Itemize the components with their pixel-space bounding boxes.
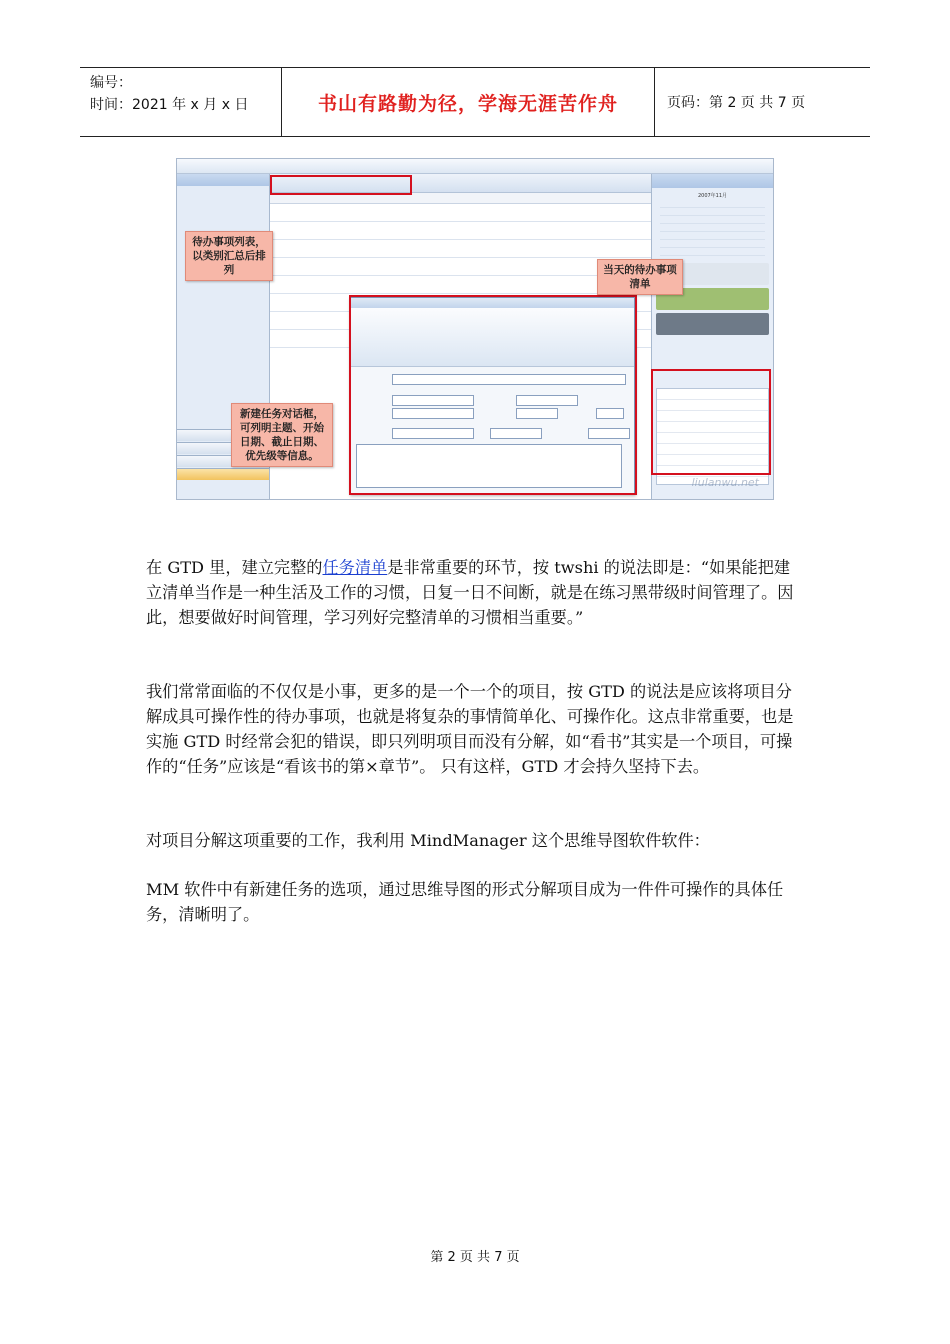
header-page-label: 页码：第 2 页 共 7 页	[667, 95, 806, 111]
figure-toolbar	[177, 159, 773, 174]
header-left-cell	[80, 68, 282, 136]
callout-today-list: 当天的待办事项清单	[597, 259, 683, 295]
paragraph-3: 对项目分解这项重要的工作，我利用 MindManager 这个思维导图软件软件：	[146, 831, 710, 850]
page-footer: 第 2 页 共 7 页	[430, 1250, 520, 1265]
header-time-label: 时间：2021 年 x 月 x 日	[90, 97, 249, 113]
page-header	[80, 67, 870, 137]
header-motto: 书山有路勤为径，学海无涯苦作舟	[282, 68, 655, 136]
callout-new-task: 新建任务对话框，可列明主题、开始日期、截止日期、优先级等信息。	[231, 403, 333, 467]
paragraph-4: MM 软件中有新建任务的选项，通过思维导图的形式分解项目成为一件件可操作的具体任务，清晰明了。	[146, 880, 784, 924]
highlight-today-todo	[651, 369, 771, 475]
header-id-label: 编号：	[90, 75, 132, 91]
paragraph-2: 我们常常面临的不仅仅是小事，更多的是一个一个的项目，按 GTD 的说法是应该将项目分解成具可操作性的待办事项，也就是将复杂的事情简单化、可操作化。这点非常重要，也是实施 GTD 时经常会犯的错误，即只列明项目而没有分解，如“看书”其实是一个项目，可操作的“任务”应该是“看该书的第×章节”。 只有这样，GTD 才会持久坚持下去。	[146, 682, 794, 776]
paragraph-1: 在 GTD 里，建立完整的任务清单是非常重要的环节，按 twshi 的说法即是：“如果能把建立清单当作是一种生活及工作的习惯，日复一日不间断，就是在练习黑带级时间管理了。因此，想要做好时间管理，学习列好完整清单的习惯相当重要。”	[146, 558, 794, 627]
figure-watermark: liulanwu.net	[691, 476, 759, 489]
outlook-tasks-screenshot	[176, 158, 774, 500]
task-list-link[interactable]: 任务清单	[322, 558, 388, 577]
callout-todo-list: 待办事项列表，以类别汇总后排列	[185, 231, 273, 281]
calendar-month: 2007年11月	[652, 188, 773, 260]
highlight-todo-header	[270, 175, 412, 195]
highlight-new-task-dialog	[349, 295, 637, 495]
